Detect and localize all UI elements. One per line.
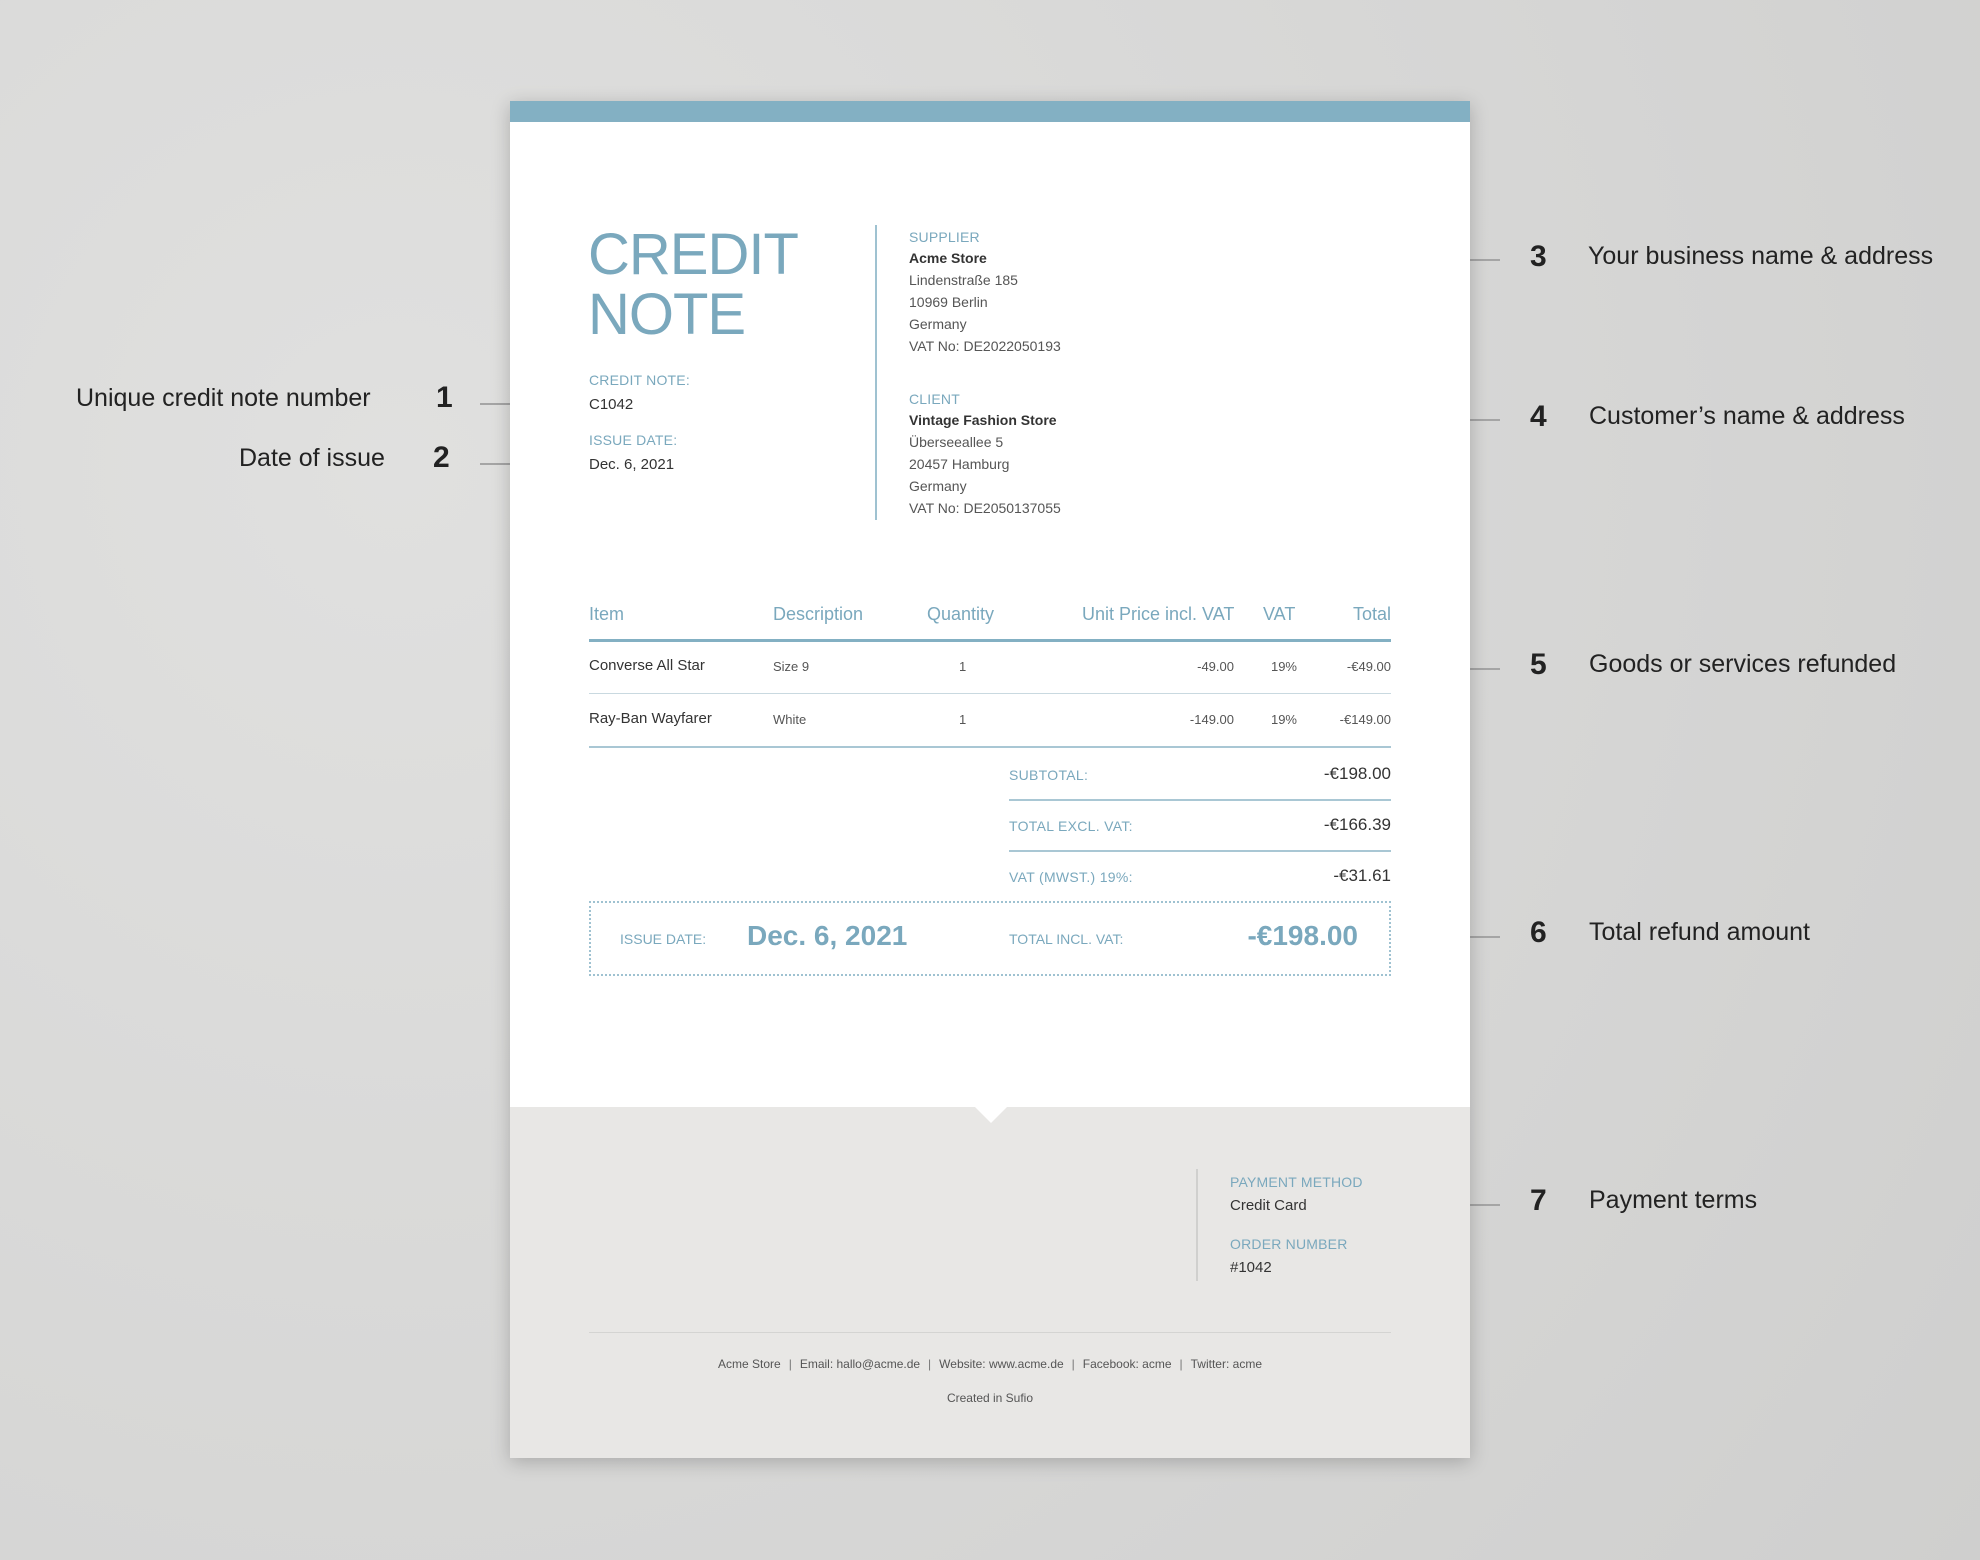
subtotal-value: -€198.00 [1323, 764, 1391, 783]
row-unit-price: -149.00 [1189, 712, 1234, 727]
col-header-unit-price: Unit Price incl. VAT [1082, 604, 1235, 624]
footer-created-in: Created in Sufio [946, 1391, 1034, 1405]
client-country: Germany [909, 478, 967, 494]
client-street: Überseeallee 5 [909, 434, 1004, 450]
footer-notch [975, 1107, 1007, 1123]
summary-issue-date: Dec. 6, 2021 [747, 920, 908, 951]
payment-method-label: PAYMENT METHOD [1230, 1174, 1363, 1190]
client-name: Vintage Fashion Store [909, 412, 1057, 428]
footer-facebook-link[interactable]: Facebook: acme [1082, 1357, 1172, 1371]
row-unit-price: -49.00 [1197, 659, 1234, 674]
col-header-description: Description [773, 604, 864, 624]
row-vat: 19% [1270, 712, 1297, 727]
title-note: NOTE [588, 282, 746, 347]
footer-contacts [510, 1357, 1470, 1371]
col-header-vat: VAT [1263, 604, 1296, 624]
supplier-country: Germany [909, 316, 967, 332]
footer-separator: | [1179, 1357, 1183, 1371]
summary-issue-date-label: ISSUE DATE: [620, 931, 707, 947]
subtotal-rule [1009, 799, 1391, 801]
annotation-6-text: Total refund amount [1589, 918, 1810, 946]
annotation-4-number: 4 [1530, 400, 1547, 433]
footer-rule [589, 1332, 1391, 1333]
col-header-total: Total [1352, 604, 1391, 624]
annotation-2-text: Date of issue [239, 444, 385, 472]
issue-date-label: ISSUE DATE: [589, 432, 678, 448]
vat-label: VAT (MWST.) 19%: [1009, 869, 1133, 885]
title-credit: CREDIT [588, 222, 798, 287]
row-total: -€49.00 [1346, 659, 1391, 674]
excl-vat-rule [1009, 850, 1391, 852]
row-item: Ray-Ban Wayfarer [589, 710, 712, 727]
annotation-3-text: Your business name & address [1588, 242, 1934, 270]
footer-website-link[interactable]: Website: www.acme.de [939, 1357, 1064, 1371]
annotation-7-number: 7 [1530, 1184, 1547, 1217]
supplier-address [909, 247, 1061, 357]
client-address [909, 409, 1061, 519]
client-city: 20457 Hamburg [909, 456, 1010, 472]
row-description: White [773, 712, 807, 727]
annotation-1-number: 1 [436, 381, 453, 414]
client-vat: VAT No: DE2050137055 [909, 500, 1061, 516]
table-header-rule [589, 639, 1391, 642]
total-excl-vat-label: TOTAL EXCL. VAT: [1009, 818, 1133, 834]
row-quantity: 1 [959, 659, 967, 674]
summary-total-label: TOTAL INCL. VAT: [1009, 931, 1124, 947]
annotation-6-number: 6 [1530, 916, 1547, 949]
total-excl-vat-value: -€166.39 [1323, 815, 1391, 834]
annotation-1-text: Unique credit note number [76, 384, 371, 412]
supplier-vat: VAT No: DE2022050193 [909, 338, 1061, 354]
footer-separator: | [788, 1357, 792, 1371]
order-number-label: ORDER NUMBER [1230, 1236, 1348, 1252]
annotation-5-text: Goods or services refunded [1589, 650, 1897, 678]
row-description: Size 9 [773, 659, 810, 674]
issue-date-value: Dec. 6, 2021 [589, 456, 675, 473]
header-divider [875, 225, 877, 520]
row-vat: 19% [1270, 659, 1297, 674]
supplier-label: SUPPLIER [909, 229, 980, 245]
table-bottom-rule [589, 746, 1391, 748]
supplier-name: Acme Store [909, 250, 987, 266]
footer-email-link[interactable]: Email: hallo@acme.de [799, 1357, 921, 1371]
payment-divider [1196, 1169, 1198, 1281]
vat-value: -€31.61 [1333, 866, 1391, 885]
footer-separator: | [928, 1357, 932, 1371]
credit-note-sheet [510, 101, 1470, 1458]
col-header-item: Item [589, 604, 625, 624]
annotation-4-text: Customer’s name & address [1589, 402, 1905, 430]
annotation-3-number: 3 [1530, 240, 1547, 273]
row-total: -€149.00 [1339, 712, 1391, 727]
credit-note-label: CREDIT NOTE: [589, 372, 690, 388]
credit-note-number: C1042 [589, 396, 634, 413]
supplier-city: 10969 Berlin [909, 294, 988, 310]
top-accent-bar [510, 101, 1470, 122]
footer-twitter-link[interactable]: Twitter: acme [1190, 1357, 1262, 1371]
annotation-2-number: 2 [433, 441, 450, 474]
annotation-5-number: 5 [1530, 648, 1547, 681]
footer-company: Acme Store [717, 1357, 781, 1371]
client-label: CLIENT [909, 391, 960, 407]
payment-method-value: Credit Card [1230, 1197, 1307, 1214]
row-divider [589, 693, 1391, 694]
row-quantity: 1 [959, 712, 967, 727]
row-item: Converse All Star [589, 657, 705, 674]
order-number-value: #1042 [1230, 1259, 1272, 1276]
subtotal-label: SUBTOTAL: [1009, 767, 1089, 783]
supplier-street: Lindenstraße 185 [909, 272, 1018, 288]
footer-separator: | [1071, 1357, 1075, 1371]
footer-panel [510, 1107, 1470, 1458]
annotation-7-text: Payment terms [1589, 1186, 1758, 1214]
col-header-quantity: Quantity [927, 604, 995, 624]
summary-total-value: -€198.00 [1247, 920, 1358, 951]
summary-box [589, 901, 1391, 976]
